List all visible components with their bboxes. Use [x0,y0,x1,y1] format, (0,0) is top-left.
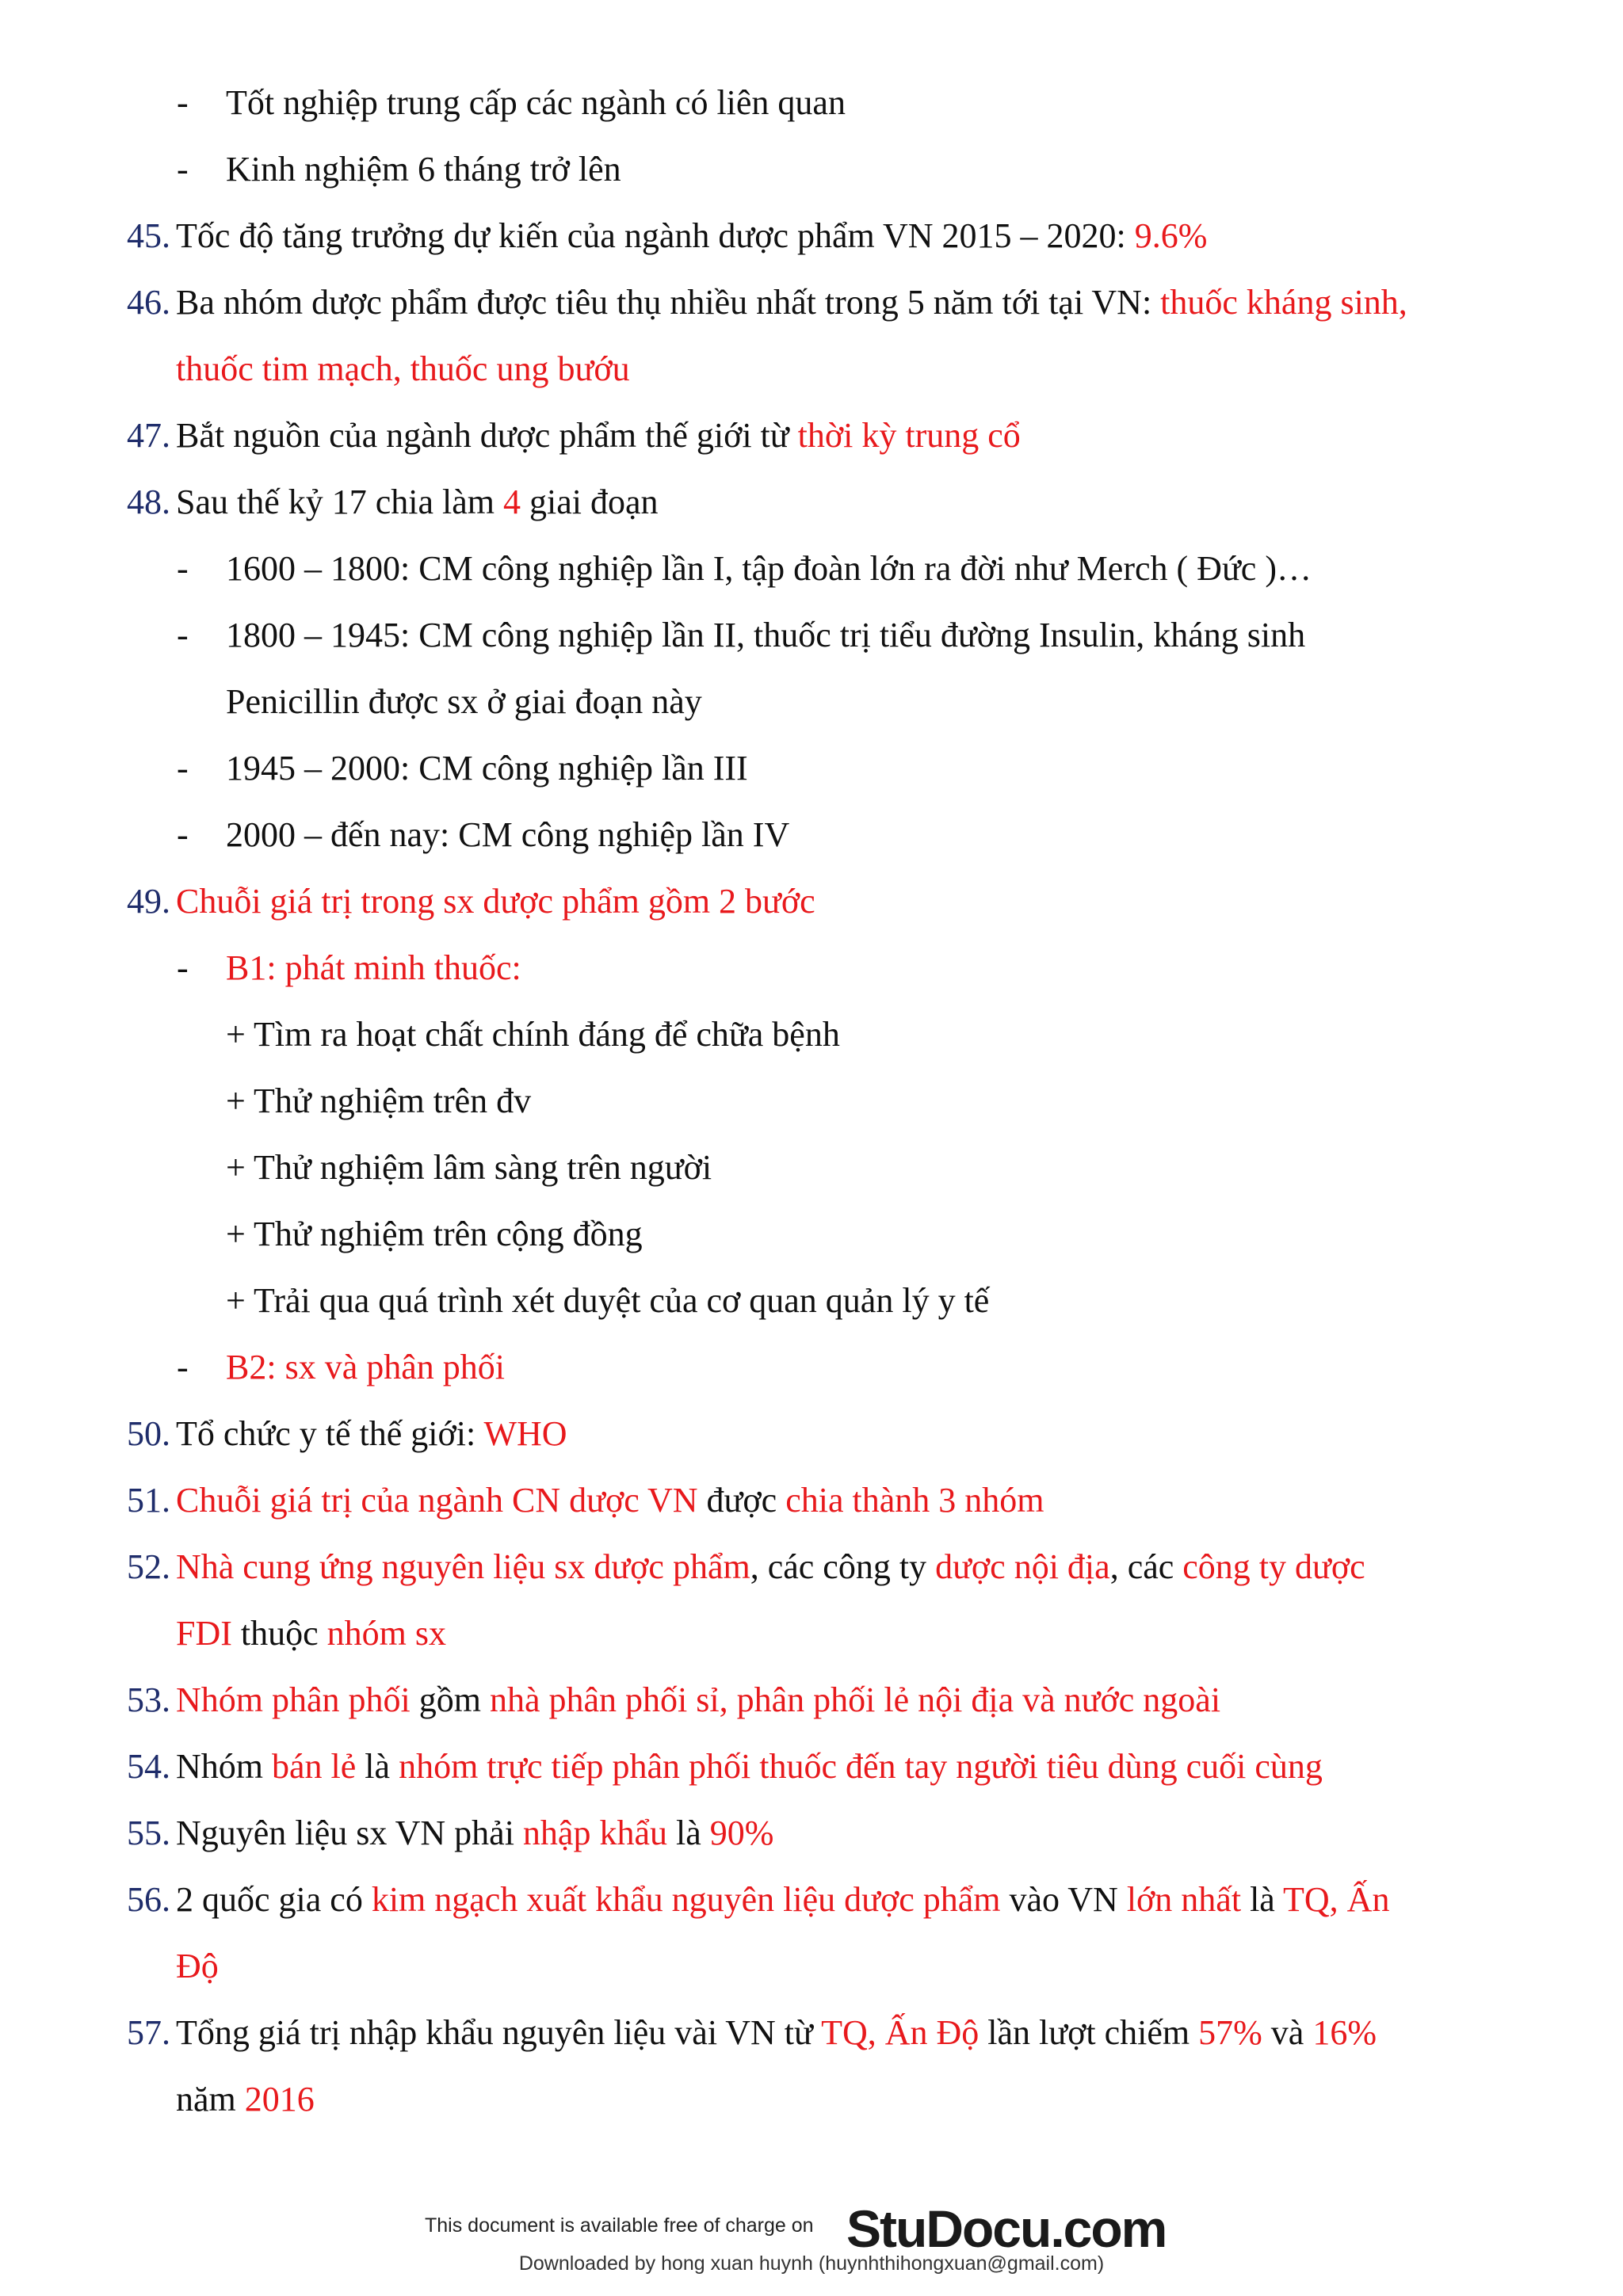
item-number: 46. [127,283,170,322]
line-text [226,678,702,726]
line-text [226,1277,989,1325]
highlighted-text: bán lẻ [272,1747,357,1786]
highlighted-text: thuốc kháng sinh, [1160,283,1407,322]
line-text [176,1477,1044,1524]
availability-text: This document is available free of charge on [425,2214,814,2237]
plain-text: gồm [410,1680,490,1719]
plain-text: Kinh nghiệm 6 tháng trở lên [226,150,621,189]
dash-bullet: - [177,948,189,987]
dash-bullet: - [177,815,189,854]
plain-text: Tốc độ tăng trưởng dự kiến của ngành dược phẩm VN 2015 – 2020: [176,216,1135,255]
item-number: 55. [127,1814,170,1852]
line-text [176,1610,446,1657]
plain-text: vào VN [1000,1880,1127,1919]
plain-text: là [1241,1880,1284,1919]
line-text [176,2009,1377,2057]
line-text [176,1810,773,1857]
plain-text: và [1262,2013,1313,2052]
plain-text: + Thử nghiệm trên cộng đồng [226,1215,643,1253]
plain-text: 2 quốc gia có [176,1880,372,1919]
studocu-logo[interactable]: StuDocu.com [846,2199,1167,2258]
item-number: 53. [127,1680,170,1719]
item-number: 45. [127,216,170,255]
item-number: 49. [127,882,170,921]
line-text [226,1211,643,1258]
line-text [176,1876,1389,1924]
line-text [226,545,1312,593]
item-number: 52. [127,1547,170,1586]
highlighted-text: Độ [176,1947,219,1985]
plain-text: Sau thế kỷ 17 chia làm [176,482,504,521]
plain-text: + Thử nghiệm trên đv [226,1081,532,1120]
line-text [176,1743,1323,1791]
studocu-banner[interactable] [0,2197,1623,2260]
dash-bullet: - [177,549,189,588]
highlighted-text: TQ, Ấn Độ [821,2013,980,2052]
highlighted-text: Nhà cung ứng nguyên liệu sx dược phẩm [176,1547,750,1586]
plain-text: , các [1109,1547,1183,1586]
plain-text: thuộc [231,1614,327,1653]
item-number: 48. [127,482,170,521]
plain-text: Ba nhóm dược phẩm được tiêu thụ nhiều nhất trong 5 năm tới tại VN: [176,283,1161,322]
item-number: 54. [127,1747,170,1786]
highlighted-text: nhập khẩu [522,1814,667,1852]
line-text [176,878,815,925]
highlighted-text: TQ, Ấn [1283,1880,1390,1919]
plain-text: Nhóm [176,1747,272,1786]
highlighted-text: B2: sx và phân phối [226,1348,505,1386]
highlighted-text: Chuỗi giá trị của ngành CN dược VN [176,1481,698,1520]
item-number: 56. [127,1880,170,1919]
plain-text: năm [176,2080,245,2119]
line-text [226,1077,531,1125]
plain-text: Tổng giá trị nhập khẩu nguyên liệu vài VN từ [176,2013,822,2052]
item-number: 50. [127,1414,170,1453]
line-text [226,146,621,193]
plain-text: , các công ty [750,1547,936,1586]
item-number: 57. [127,2013,170,2052]
line-text [226,1344,505,1391]
line-text [226,1011,840,1058]
line-text [226,612,1305,659]
plain-text: 1600 – 1800: CM công nghiệp lần I, tập đoàn lớn ra đời như Merch ( Đức )… [226,549,1312,588]
line-text [176,1543,1365,1591]
item-number: 51. [127,1481,170,1520]
plain-text: được [697,1481,786,1520]
plain-text: giai đoạn [521,482,659,521]
line-text [176,1676,1220,1724]
plain-text: Tốt nghiệp trung cấp các ngành có liên quan [226,83,846,122]
dash-bullet: - [177,749,189,788]
plain-text: Tổ chức y tế thế giới: [176,1414,484,1453]
plain-text: Bắt nguồn của ngành dược phẩm thế giới từ [176,416,798,455]
highlighted-text: Chuỗi giá trị trong sx dược phẩm gồm 2 bước [176,882,815,921]
highlighted-text: nhóm sx [327,1614,447,1653]
highlighted-text: 57% [1198,2013,1262,2052]
line-text [176,279,1407,326]
highlighted-text: lớn nhất [1126,1880,1242,1919]
line-text [176,1410,567,1458]
line-text [176,1943,219,1990]
dash-bullet: - [177,1348,189,1386]
dash-bullet: - [177,150,189,189]
highlighted-text: thời kỳ trung cổ [797,416,1021,455]
highlighted-text: FDI [176,1614,232,1653]
line-text [176,479,659,526]
plain-text: lần lượt chiếm [979,2013,1199,2052]
line-text [176,212,1207,260]
line-text [226,811,789,859]
plain-text: Nguyên liệu sx VN phải [176,1814,523,1852]
line-text [226,944,521,992]
line-text [176,2076,315,2123]
highlighted-text: thuốc tim mạch, thuốc ung bướu [176,349,630,388]
item-number: 47. [127,416,170,455]
plain-text: 2000 – đến nay: CM công nghiệp lần IV [226,815,790,854]
dash-bullet: - [177,616,189,654]
plain-text: + Tìm ra hoạt chất chính đáng để chữa bệnh [226,1015,840,1054]
highlighted-text: Nhóm phân phối [176,1680,411,1719]
plain-text: là [666,1814,710,1852]
highlighted-text: dược nội địa [935,1547,1110,1586]
highlighted-text: B1: phát minh thuốc: [226,948,521,987]
line-text [176,345,630,393]
line-text [176,412,1021,460]
dash-bullet: - [177,83,189,122]
line-text [226,1144,712,1192]
plain-text: Penicillin được sx ở giai đoạn này [226,682,702,721]
plain-text: là [356,1747,399,1786]
highlighted-text: chia thành 3 nhóm [785,1481,1044,1520]
highlighted-text: 90% [709,1814,774,1852]
plain-text: 1945 – 2000: CM công nghiệp lần III [226,749,748,788]
plain-text: + Thử nghiệm lâm sàng trên người [226,1148,712,1187]
plain-text: + Trải qua quá trình xét duyệt của cơ quan quản lý y tế [226,1281,990,1320]
highlighted-text: 9.6% [1134,216,1208,255]
highlighted-text: nhà phân phối sỉ, phân phối lẻ nội địa và nước ngoài [490,1680,1221,1719]
download-attribution: Downloaded by hong xuan huynh (huynhthihongxuan@gmail.com) [518,2252,1105,2275]
highlighted-text: nhóm trực tiếp phân phối thuốc đến tay người tiêu dùng cuối cùng [399,1747,1323,1786]
plain-text: 1800 – 1945: CM công nghiệp lần II, thuốc trị tiểu đường Insulin, kháng sinh [226,616,1306,654]
highlighted-text: WHO [483,1414,567,1453]
highlighted-text: kim ngạch xuất khẩu nguyên liệu dược phẩm [371,1880,1001,1919]
highlighted-text: công ty dược [1182,1547,1365,1586]
highlighted-text: 2016 [244,2080,315,2119]
highlighted-text: 16% [1312,2013,1377,2052]
line-text [226,79,846,127]
highlighted-text: 4 [503,482,521,521]
line-text [226,745,748,792]
